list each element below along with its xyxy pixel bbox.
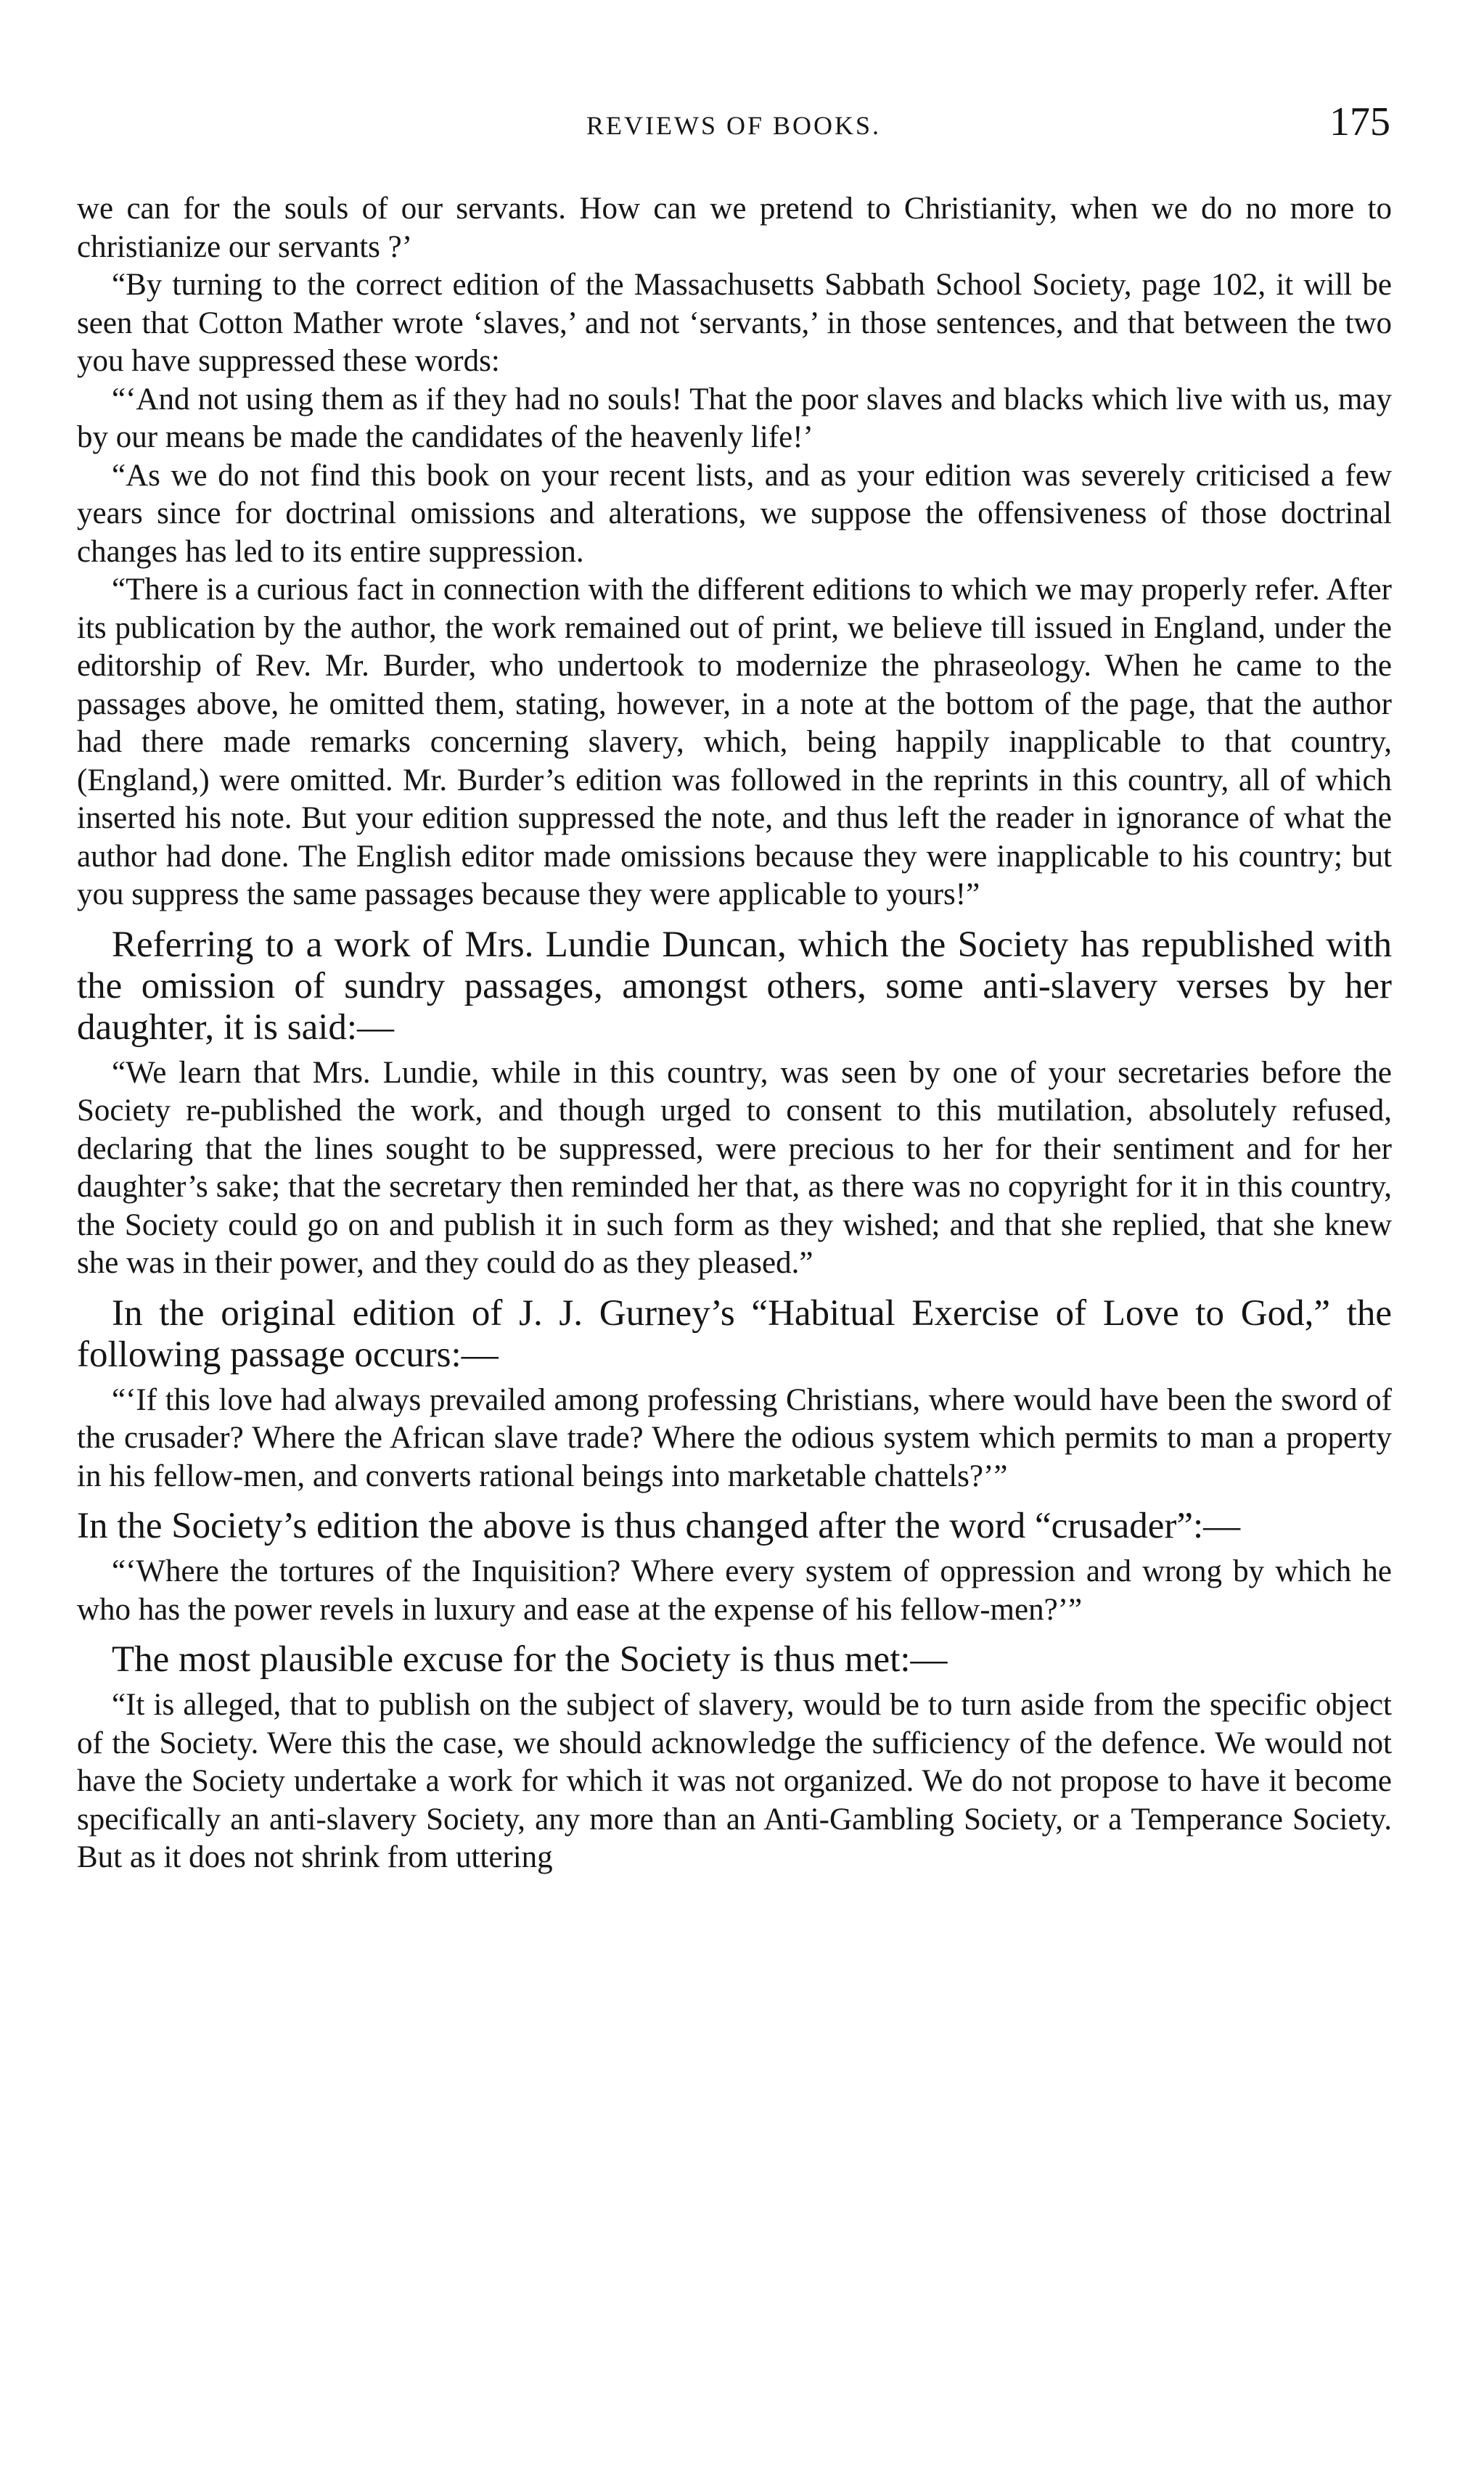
quote-paragraph-gurney-changed: “‘Where the tortures of the Inquisition? Where every system of oppression and wrong by which he who has the power revels in luxury and ease at the expense of his fellow-men?’”: [77, 1554, 1392, 1627]
body-paragraph-society-edition: In the Society’s edition the above is thus changed after the word “crusader”:—: [77, 1506, 1241, 1546]
quote-paragraph-1: we can for the souls of our servants. How can we pretend to Christianity, when we do no more to christianize our servants ?’: [77, 192, 1392, 264]
quote-paragraph-3: “‘And not using them as if they had no souls! That the poor slaves and blacks which live with us, may by our means be made the candidates of the heavenly life!’: [77, 382, 1392, 454]
body-paragraph-gurney: In the original edition of J. J. Gurney’s “Habitual Exercise of Love to God,” the following passage occurs:—: [77, 1292, 1392, 1375]
page-header: [77, 94, 1390, 152]
quote-paragraph-excuse: “It is alleged, that to publish on the subject of slavery, would be to turn aside from the specific object of the Society. Were this the case, we should acknowledge the sufficiency of the defence. We would not have the Society undertake a work for which it was not organized. We do not propose to have it become specifically an anti-slavery Society, any more than an Anti-Gambling Society, or a Temperance Society. But as it does not shrink from uttering: [77, 1688, 1392, 1874]
page-number: 175: [1329, 99, 1390, 144]
quote-paragraph-gurney-original: “‘If this love had always prevailed among professing Christians, where would have been the sword of the crusader? Where the African slave trade? Where the odious system which permits to man a property in his fellow-men, and converts rational beings into marketable chattels?’”: [77, 1382, 1392, 1493]
quote-paragraph-2: “By turning to the correct edition of the Massachusetts Sabbath School Society, page 102, it will be seen that Cotton Mather wrote ‘slaves,’ and not ‘servants,’ in those sentences, and that between the two you have suppressed these words:: [77, 268, 1392, 378]
quote-paragraph-lundie: “We learn that Mrs. Lundie, while in this country, was seen by one of your secretaries before the Society re-published the work, and though urged to consent to this mutilation, absolutely refused, declaring that the lines sought to be suppressed, were precious to her for their sentiment and for her daughter’s sake; that the secretary then reminded her that, as there was no copyright for it in this country, the Society could go on and publish it in such form as they wished; and that she replied, that she knew she was in their power, and they could do as they pleased.”: [77, 1055, 1392, 1280]
quote-paragraph-5: “There is a curious fact in connection with the different editions to which we may properly refer. After its publication by the author, the work remained out of print, we believe till issued in England, under the editorship of Rev. Mr. Burder, who undertook to modernize the phraseology. When he came to the passages above, he omitted them, stating, however, in a note at the bottom of the page, that the author had there made remarks concerning slavery, which, being happily inapplicable to that country, (England,) were omitted. Mr. Burder’s edition was followed in the reprints in this country, all of which inserted his note. But your edition suppressed the note, and thus left the reader in ignorance of what the author had done. The English editor made omissions because they were inapplicable to his country; but you suppress the same passages because they were applicable to yours!”: [77, 573, 1392, 911]
page-body: [77, 190, 1392, 1877]
quote-paragraph-4: “As we do not find this book on your recent lists, and as your edition was severely criticised a few years since for doctrinal omissions and alterations, we suppose the offensiveness of those doctrinal changes has led to its entire suppression.: [77, 458, 1392, 569]
running-head: REVIEWS OF BOOKS.: [586, 111, 882, 140]
body-paragraph-lundie: Referring to a work of Mrs. Lundie Duncan, which the Society has republished with the omission of sundry passages, amongst others, some anti-slavery verses by her daughter, it is said:—: [77, 924, 1392, 1048]
body-paragraph-excuse: The most plausible excuse for the Society is thus met:—: [112, 1639, 948, 1680]
